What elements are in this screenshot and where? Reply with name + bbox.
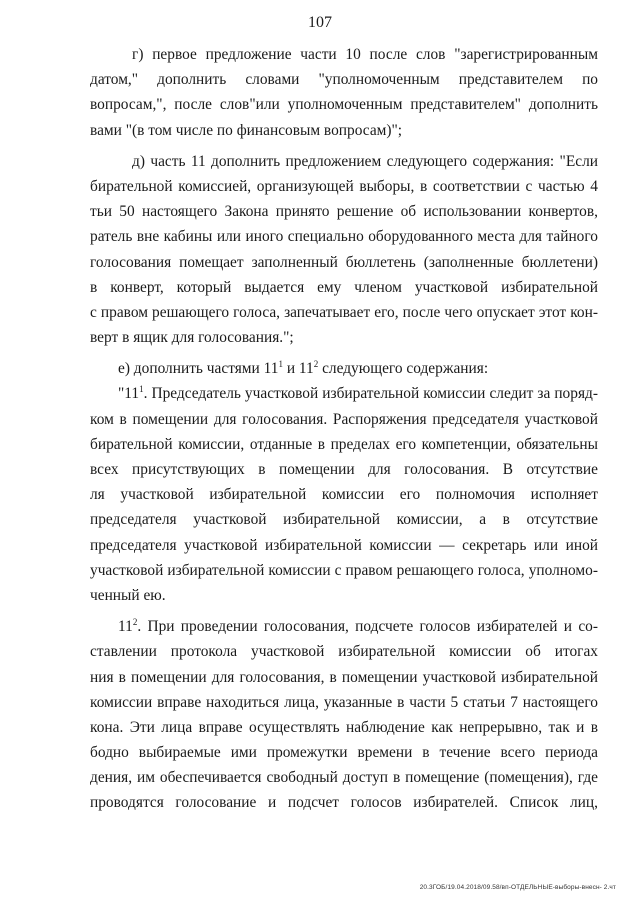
text-fragment: "11 xyxy=(118,385,140,403)
text-line: тьи 50 настоящего Закона принято решение об использовании конвертов, xyxy=(90,203,598,221)
text-fragment: . При проведении голосования, подсчете голосов избирателей и со- xyxy=(137,618,598,636)
text-line xyxy=(90,614,598,639)
text-line: дения, им обеспечивается свободный доступ в помещение (помещения), где xyxy=(90,769,598,787)
text-fragment: и 11 xyxy=(286,360,314,378)
text-line: датом," дополнить словами "уполномоченным представителем по xyxy=(90,71,598,89)
superscript: 1 xyxy=(278,359,283,370)
text-line: ния в помещении для голосования, в помещении участковой избирательной xyxy=(90,668,598,686)
page-number: 107 xyxy=(308,14,332,31)
text-line: ратель вне кабины или иного специально оборудованного места для тайного xyxy=(90,228,598,246)
text-line: председателя участковой избирательной комиссии, а в отсутствие xyxy=(90,511,598,529)
text-line: бодно выбираемые ими промежутки времени в течение всего периода xyxy=(90,744,598,762)
superscript: 1 xyxy=(139,384,144,395)
text-line: проводятся голосование и подсчет голосов избирателей. Список лиц, xyxy=(90,794,598,812)
text-line: бирательной комиссии, отданные в пределах его компетенции, обязательны xyxy=(90,435,598,453)
text-line: участковой избирательной комиссии с правом решающего голоса, уполномо- xyxy=(90,561,598,579)
document-footer-code: 20.3ГОБ/19.04.2018/09.58/вп-ОТДЕЛЬНЫЕ-выборы-внесн- 2.чт xyxy=(419,884,616,891)
text-line: вопросам,", после слов"или уполномоченным представителем" дополнить xyxy=(90,96,598,114)
text-line: бирательной комиссией, организующей выборы, в соответствии с частью 4 xyxy=(90,177,598,195)
text-line: всех присутствующих в помещении для голосования. В отсутствие xyxy=(90,461,598,478)
text-line: голосования помещает заполненный бюллетень (заполненные бюллетени) xyxy=(90,253,598,271)
text-line: ченный ею. xyxy=(90,586,166,604)
text-line: председателя участковой избирательной комиссии — секретарь или иной xyxy=(90,536,598,554)
document-body xyxy=(90,42,598,816)
text-line: г) первое предложение части 10 после слов "зарегистрированным xyxy=(132,46,598,63)
text-line: кона. Эти лица вправе осуществлять наблюдение как непрерывно, так и в xyxy=(90,718,598,736)
text-fragment: . Председатель участковой избирательной комиссии следит за поряд- xyxy=(143,385,598,403)
text-fragment: е) дополнить частями 11 xyxy=(118,360,279,378)
text-line xyxy=(90,381,598,406)
text-line: в конверт, который выдается ему членом участковой избирательной xyxy=(90,278,598,296)
text-fragment: 11 xyxy=(118,618,133,636)
text-line: ля участковой избирательной комиссии его полномочия исполняет xyxy=(90,486,598,504)
superscript: 2 xyxy=(313,359,319,370)
text-line: ставлении протокола участковой избирательной комиссии об итогах xyxy=(90,643,598,661)
text-fragment: следующего содержания: xyxy=(322,360,489,378)
superscript: 2 xyxy=(132,617,138,628)
text-line: с правом решающего голоса, запечатывает его, после чего опускает этот кон- xyxy=(90,303,598,321)
text-line xyxy=(90,356,598,381)
text-line: ком в помещении для голосования. Распоряжения председателя участковой xyxy=(90,410,598,428)
text-line: вами "(в том числе по финансовым вопросам)"; xyxy=(90,121,403,139)
text-line: комиссии вправе находиться лица, указанные в части 5 статьи 7 настоящего xyxy=(90,693,598,711)
text-line: д) часть 11 дополнить предложением следующего содержания: "Если xyxy=(132,152,598,170)
text-line: верт в ящик для голосования."; xyxy=(90,329,294,347)
